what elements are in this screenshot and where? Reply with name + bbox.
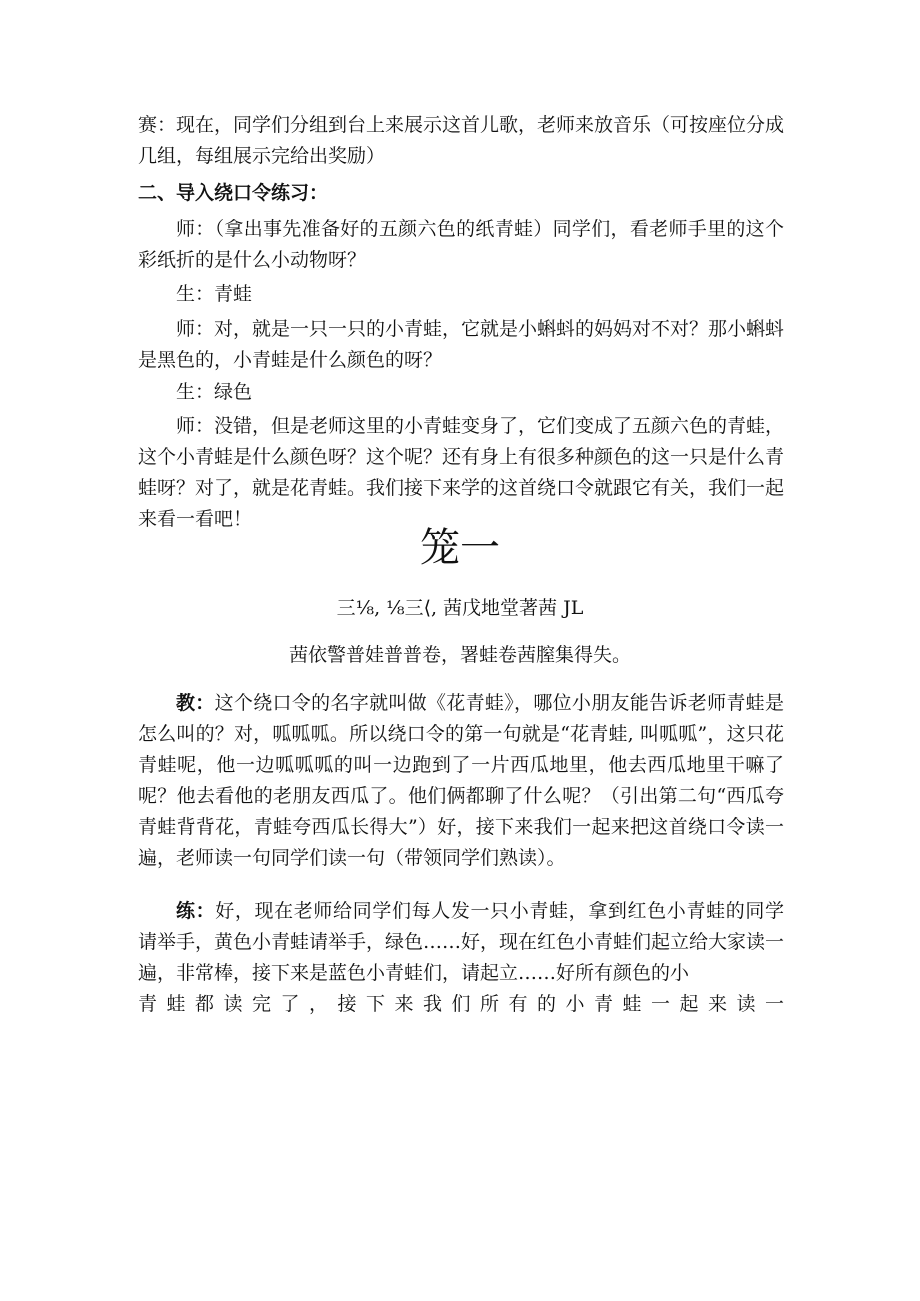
practice-text: 好，现在老师给同学们每人发一只小青蛙，拿到红色小青蛙的同学请举手，黄色小青蛙请举手，绿色……好，现在红色小青蛙们起立给大家读一遍，非常棒，接下来是蓝色小青蛙们，请起立……好所有颜色的小: [138, 900, 785, 984]
practice-label: 练：: [176, 900, 216, 922]
teach-label: 教：: [176, 692, 215, 714]
paragraph-student-1: 生：青蛙: [176, 283, 253, 305]
teach-text: 这个绕口令的名字就叫做《花青蛙》，哪位小朋友能告诉老师青蛙是怎么叫的？对，呱呱呱。所以绕口令的第一句就是“花青蛙, 叫呱呱”，这只花青蛙呢，他一边呱呱呱的叫一边跑到了一片西瓜地里，他去西瓜地里干嘛了呢？他去看他的老朋友西瓜了。他们俩都聊了什么呢？（引出第二句“西瓜夸青蛙背背花，青蛙夸西瓜长得大”）好，接下来我们一起来把这首绕口令读一遍，老师读一句同学们读一句（带领同学们熟读）。: [138, 692, 784, 869]
paragraph-teach: [138, 688, 784, 874]
poem-title: 笼一: [420, 525, 500, 571]
poem-line-1: 三⅛, ⅛三⟨, 茜戊地堂著茜 JL: [336, 597, 584, 619]
paragraph-competition: 赛：现在，同学们分组到台上来展示这首儿歌，老师来放音乐（可按座位分成几组，每组展示完给出奖励）: [138, 114, 785, 167]
paragraph-teacher-1: 师：（拿出事先准备好的五颜六色的纸青蛙）同学们，看老师手里的这个彩纸折的是什么小动物呀？: [138, 218, 784, 271]
paragraph-practice: [138, 896, 784, 989]
poem-line-2: 茜依警普娃普普卷，署蛙卷茜膣集得失。: [288, 644, 631, 666]
paragraph-practice-last-line: 青蛙都读完了，接下来我们所有的小青蛙一起来读一: [138, 993, 784, 1015]
paragraph-teacher-3: 师：没错，但是老师这里的小青蛙变身了，它们变成了五颜六色的青蛙，这个小青蛙是什么颜色呀？这个呢？还有身上有很多种颜色的这一只是什么青蛙呀？对了，就是花青蛙。我们接下来学的这首绕口令就跟它有关，我们一起来看一看吧！: [138, 415, 785, 530]
section-heading: 二、导入绕口令练习：: [138, 182, 329, 204]
paragraph-student-2: 生：绿色: [176, 381, 253, 403]
paragraph-teacher-2: 师：对，就是一只一只的小青蛙，它就是小蝌蚪的妈妈对不对？那小蝌蚪是黑色的，小青蛙是什么颜色的呀？: [138, 318, 785, 371]
